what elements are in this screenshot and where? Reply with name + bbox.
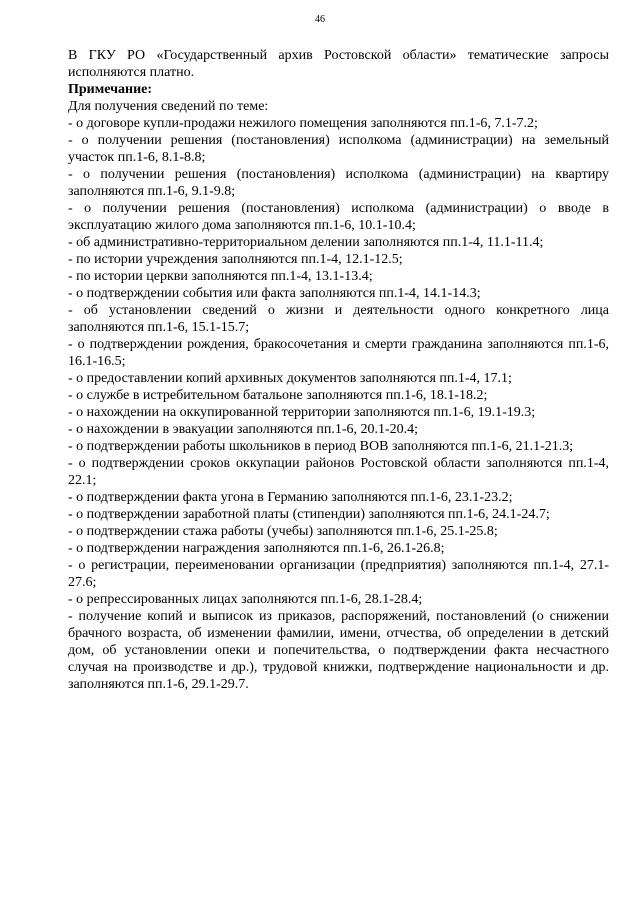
list-item: - о репрессированных лицах заполняются пп.1-6, 28.1-28.4; — [68, 592, 423, 607]
list-item: - об административно-территориальном делении заполняются пп.1-4, 11.1-11.4; — [68, 235, 544, 250]
list-item: - о подтверждении награждения заполняются пп.1-6, 26.1-26.8; — [68, 541, 445, 556]
list-item: - о подтверждении сроков оккупации районов Ростовской области заполняются пп.1-4, 22.1; — [68, 456, 609, 488]
note-title: Примечание: — [68, 82, 153, 97]
list-item: - о нахождении на оккупированной территории заполняются пп.1-6, 19.1-19.3; — [68, 405, 536, 420]
intro-paragraph: В ГКУ РО «Государственный архив Ростовской области» тематические запросы исполняются платно. — [68, 48, 609, 80]
note-lead: Для получения сведений по теме: — [68, 99, 269, 114]
list-item: - об установлении сведений о жизни и деятельности одного конкретного лица заполняются пп.1-6, 15.1-15.7; — [68, 303, 609, 335]
list-item: - о получении решения (постановления) исполкома (администрации) на квартиру заполняются пп.1-6, 9.1-9.8; — [68, 167, 609, 199]
list-item: - о подтверждении заработной платы (стипендии) заполняются пп.1-6, 24.1-24.7; — [68, 507, 550, 522]
list-item: - о подтверждении события или факта заполняются пп.1-4, 14.1-14.3; — [68, 286, 481, 301]
list-item: - о службе в истребительном батальоне заполняются пп.1-6, 18.1-18.2; — [68, 388, 488, 403]
list-item: - о регистрации, переименовании организации (предприятия) заполняются пп.1-4, 27.1-27.6; — [68, 558, 609, 590]
list-item: - получение копий и выписок из приказов, распоряжений, постановлений (о снижении брачного возраста, об изменении фамилии, имени, отчества, об определении в детский дом, об установлении опеки и попечительства, о подтверждении факта несчастного случая на производстве и др.), трудовой книжки, подтверждение национальности и др. заполняются пп.1-6, 29.1-29.7. — [68, 609, 609, 692]
document-body — [68, 47, 609, 693]
list-item: - о получении решения (постановления) исполкома (администрации) о вводе в эксплуатацию жилого дома заполняются пп.1-6, 10.1-10.4; — [68, 201, 609, 233]
list-item: - о подтверждении рождения, бракосочетания и смерти гражданина заполняются пп.1-6, 16.1-16.5; — [68, 337, 609, 369]
list-item: - о подтверждении стажа работы (учебы) заполняются пп.1-6, 25.1-25.8; — [68, 524, 498, 539]
list-item: - по истории учреждения заполняются пп.1-4, 12.1-12.5; — [68, 252, 403, 267]
list-item: - о подтверждении факта угона в Германию заполняются пп.1-6, 23.1-23.2; — [68, 490, 513, 505]
list-item: - о договоре купли-продажи нежилого помещения заполняются пп.1-6, 7.1-7.2; — [68, 116, 538, 131]
page-number: 46 — [315, 14, 325, 25]
list-item: - по истории церкви заполняются пп.1-4, 13.1-13.4; — [68, 269, 373, 284]
list-item: - о нахождении в эвакуации заполняются пп.1-6, 20.1-20.4; — [68, 422, 419, 437]
list-item: - о подтверждении работы школьников в период ВОВ заполняются пп.1-6, 21.1-21.3; — [68, 439, 574, 454]
list-item: - о получении решения (постановления) исполкома (администрации) на земельный участок пп.1-6, 8.1-8.8; — [68, 133, 609, 165]
list-item: - о предоставлении копий архивных документов заполняются пп.1-4, 17.1; — [68, 371, 512, 386]
